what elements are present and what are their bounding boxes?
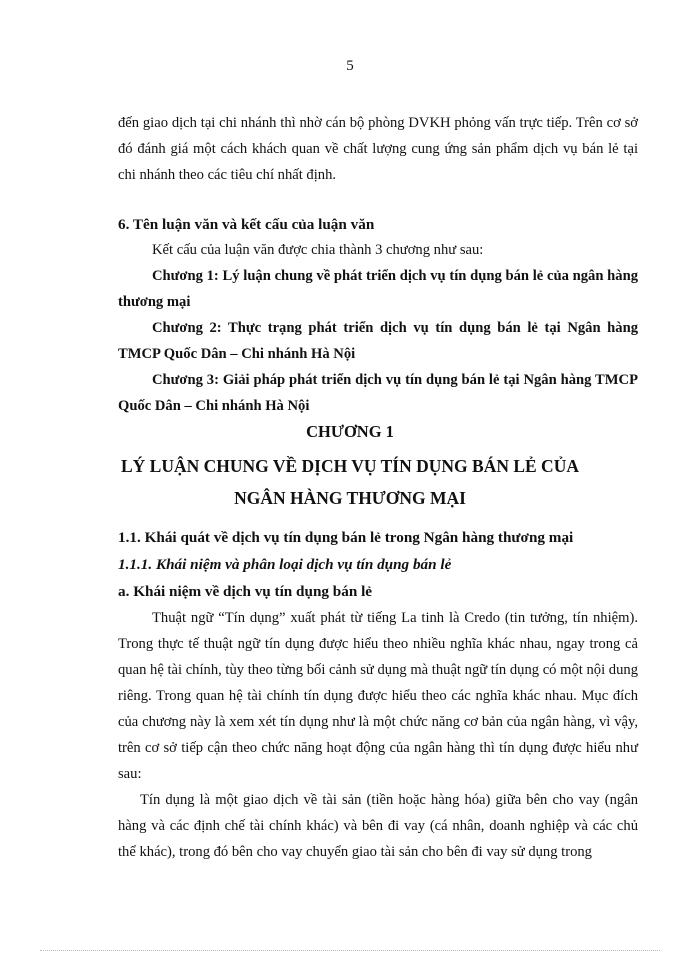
- page-bottom-divider: [40, 950, 660, 951]
- body-paragraph-1: Thuật ngữ “Tín dụng” xuất phát từ tiếng La tinh là Credo (tin tưởng, tín nhiệm). Trong thực tế thuật ngữ tín dụng được hiểu theo nhiều nghĩa khác nhau, ngay trong cả quan hệ tài chính, tùy theo từng bối cảnh sử dụng mà thuật ngữ tín dụng có một nội dung riêng. Trong quan hệ tài chính tín dụng được hiểu theo các nghĩa khác nhau. Mục đích của chương này là xem xét tín dụng như là một chức năng cơ bản của ngân hàng, vì vậy, trên cơ sở tiếp cận theo chức năng hoạt động của ngân hàng thì tín dụng được hiểu như sau:: [118, 610, 638, 782]
- section-6-heading: 6. Tên luận văn và kết cấu của luận văn: [118, 216, 375, 233]
- chapter-title-line-2: NGÂN HÀNG THƯƠNG MẠI: [234, 488, 466, 508]
- chapter-number: CHƯƠNG 1: [306, 422, 394, 441]
- chapter-3-summary: Chương 3: Giải pháp phát triển dịch vụ tín dụng bán lẻ tại Ngân hàng TMCP Quốc Dân – Chi nhánh Hà Nội: [118, 372, 638, 414]
- section-1-1-1-heading: 1.1.1. Khái niệm và phân loại dịch vụ tín dụng bán lẻ: [118, 556, 452, 573]
- intro-paragraph: đến giao dịch tại chi nhánh thì nhờ cán bộ phòng DVKH phỏng vấn trực tiếp. Trên cơ sở đó đánh giá một cách khách quan về chất lượng cung ứng sản phẩm dịch vụ bán lẻ tại chi nhánh theo các tiêu chí nhất định.: [118, 115, 638, 183]
- body-paragraph-2: Tín dụng là một giao dịch về tài sản (tiền hoặc hàng hóa) giữa bên cho vay (ngân hàng và các định chế tài chính khác) và bên đi vay (cá nhân, doanh nghiệp và các chủ thể khác), trong đó bên cho vay chuyển giao tài sản cho bên đi vay sử dụng trong: [118, 792, 638, 860]
- structure-intro: Kết cấu của luận văn được chia thành 3 chương như sau:: [152, 242, 484, 258]
- chapter-1-summary: Chương 1: Lý luận chung về phát triển dịch vụ tín dụng bán lẻ của ngân hàng thương mại: [118, 268, 638, 310]
- section-1-1-heading: 1.1. Khái quát về dịch vụ tín dụng bán lẻ trong Ngân hàng thương mại: [118, 529, 574, 546]
- chapter-title-line-1: LÝ LUẬN CHUNG VỀ DỊCH VỤ TÍN DỤNG BÁN LẺ CỦA: [121, 456, 579, 476]
- chapter-2-summary: Chương 2: Thực trạng phát triển dịch vụ tín dụng bán lẻ tại Ngân hàng TMCP Quốc Dân – Chi nhánh Hà Nội: [118, 320, 638, 362]
- page-number: 5: [346, 58, 354, 74]
- section-a-heading: a. Khái niệm về dịch vụ tín dụng bán lẻ: [118, 583, 373, 600]
